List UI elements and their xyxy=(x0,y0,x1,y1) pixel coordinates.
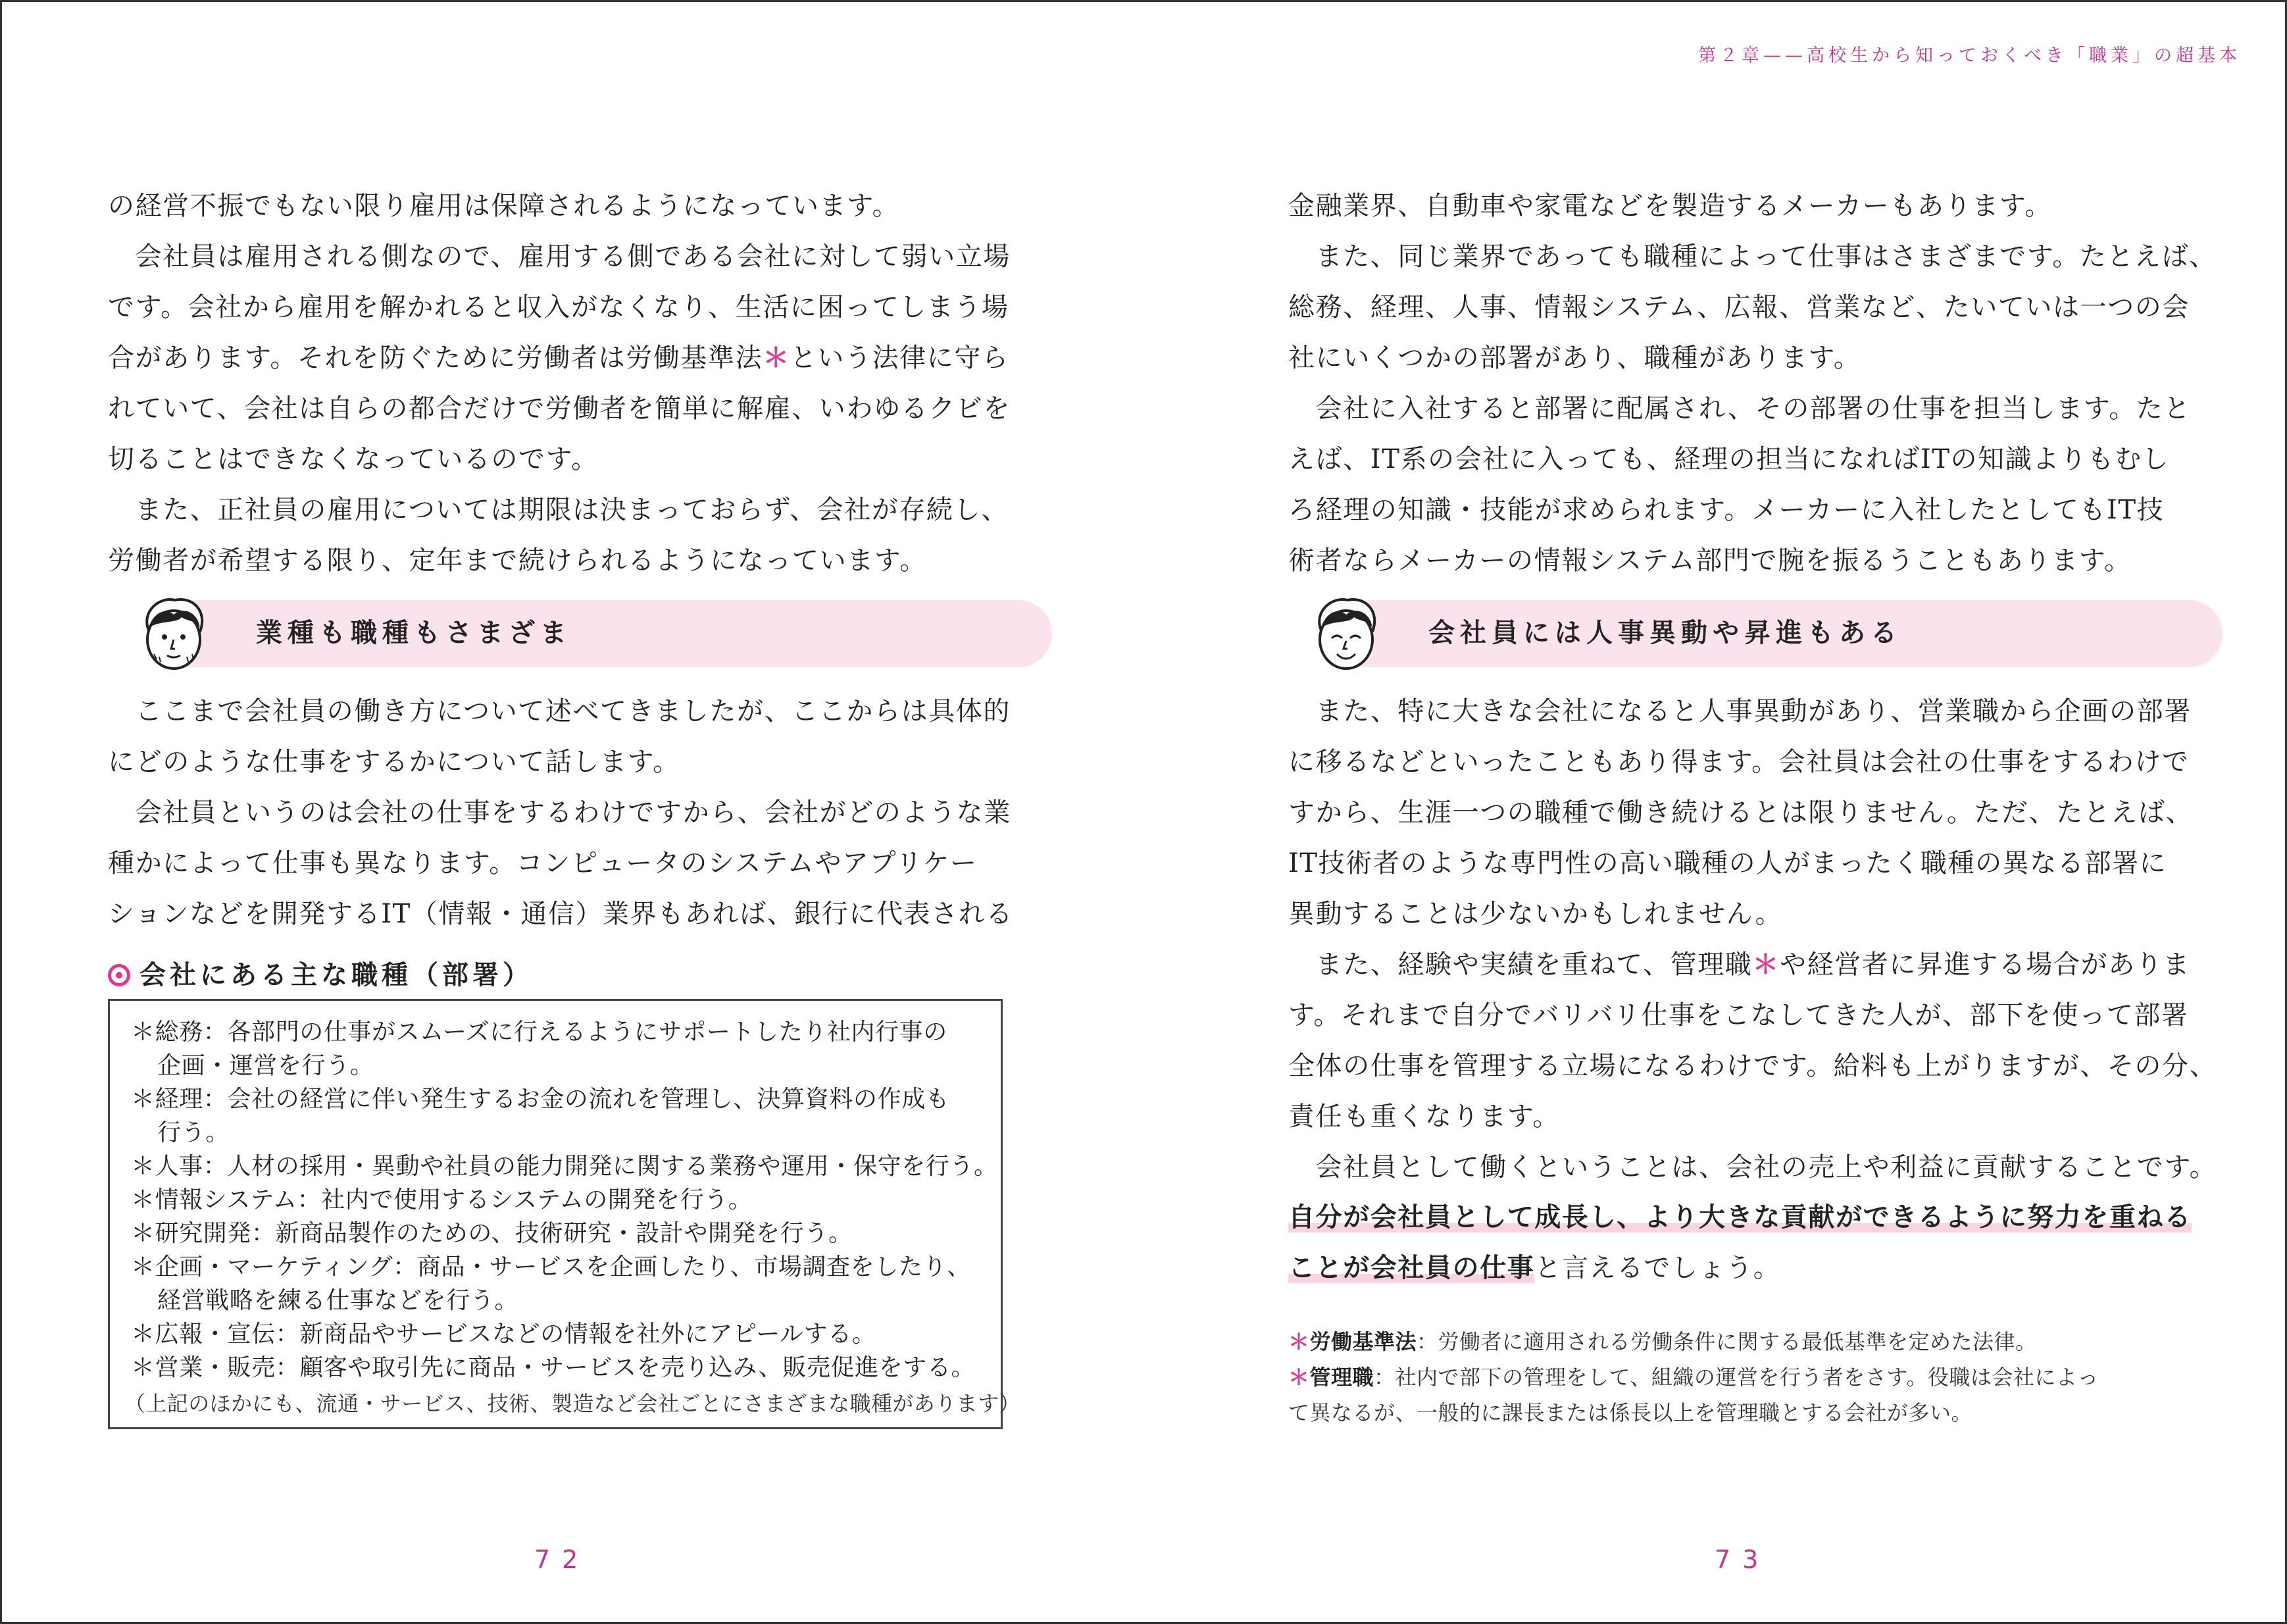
footnote-term: 管理職 xyxy=(1309,1365,1374,1390)
left-top-paragraph-1-line-3: れていて、会社は自らの都合だけで労働者を簡単に解雇、いわゆるクビを xyxy=(108,393,1011,424)
left-top-paragraph-1-line-4: 切ることはできなくなっているのです。 xyxy=(108,444,599,474)
left-top-paragraph-1-line-2: 合があります。それを防ぐために労働者は労働基準法＊という法律に守ら xyxy=(108,343,1009,373)
left-top-paragraph-1-line-0: 会社員は雇用される側なので、雇用する側である会社に対して弱い立場 xyxy=(108,241,1011,272)
left-body-top xyxy=(108,181,1042,586)
left-heading-bar xyxy=(161,600,1052,667)
right-top-paragraph-2-line-0: 会社に入社すると部署に配属され、その部署の仕事を担当します。たと xyxy=(1288,393,2191,424)
right-top-paragraph-1-line-2: 社にいくつかの部署があり、職種があります。 xyxy=(1288,343,1861,373)
right-bottom-paragraph-0-line-0: また、特に大きな会社になると人事異動があり、営業職から企画の部署 xyxy=(1288,696,2192,726)
footnote-term: 労働基準法 xyxy=(1309,1329,1417,1354)
job-item: ＊情報システム：社内で使用するシステムの開発を行う。 xyxy=(131,1186,753,1213)
job-item: ＊企画・マーケティング：商品・サービスを企画したり、市場調査をしたり、 xyxy=(131,1254,971,1281)
right-body-bottom xyxy=(1288,686,2223,1193)
face-icon xyxy=(134,591,213,676)
job-item: ＊営業・販売：顧客や取引先に商品・サービスを売り込み、販売促進をする。 xyxy=(131,1354,976,1381)
footnotes xyxy=(1288,1324,2249,1431)
box-title xyxy=(108,954,533,992)
right-top-paragraph-2-line-2: ろ経理の知識・技能が求められます。メーカーに入社したとしてもIT技 xyxy=(1288,495,2165,525)
footnote-text: ：社内で部下の管理をして、組織の運営を行う者をさす。役職は会社によっ xyxy=(1374,1365,2099,1390)
left-bottom-paragraph-0-line-1: にどのような仕事をするかについて話します。 xyxy=(108,747,680,777)
footnote-0 xyxy=(1288,1324,2249,1359)
left-bottom-paragraph-0-line-0: ここまで会社員の働き方について述べてきましたが、ここからは具体的 xyxy=(108,696,1011,726)
right-bottom-paragraph-0-line-1: に移るなどといったこともあり得ます。会社員は会社の仕事をするわけで xyxy=(1288,747,2190,777)
job-item: ＊人事：人材の採用・異動や社員の能力開発に関する業務や運用・保守を行う。 xyxy=(131,1153,998,1180)
right-bottom-paragraph-1-line-2: 全体の仕事を管理する立場になるわけです。給料も上がりますが、その分、 xyxy=(1288,1051,2217,1081)
page-number-right: 73 xyxy=(1715,1545,1771,1574)
job-item: 経営戦略を練る仕事などを行う。 xyxy=(157,1287,519,1314)
job-item: ＊研究開発：新商品製作のための、技術研究・設計や開発を行う。 xyxy=(131,1220,853,1247)
job-list-box xyxy=(108,999,1020,1429)
left-top-paragraph-2-line-1: 労働者が希望する限り、定年まで続けられるようになっています。 xyxy=(108,546,927,576)
job-item: ＊広報・宣伝：新商品やサービスなどの情報を社外にアピールする。 xyxy=(131,1321,876,1348)
footnote-mark: ＊ xyxy=(1288,1365,1310,1390)
running-head: 第２章——高校生から知っておくべき「職業」の超基本 xyxy=(1698,45,2241,66)
right-bottom-paragraph-0-line-4: 異動することは少ないかもしれません。 xyxy=(1288,899,1783,929)
job-item: 行う。 xyxy=(157,1119,230,1146)
right-body-top xyxy=(1288,181,2223,586)
left-bottom-paragraph-1-line-1: 種かによって仕事も異なります。コンピュータのシステムやアプリケー xyxy=(108,848,978,878)
footnote-mark: ＊ xyxy=(1288,1329,1310,1354)
footnote-text: ：労働者に適用される労働条件に関する最低基準を定めた法律。 xyxy=(1417,1329,2037,1354)
emphasis-tail: と言えるでしょう。 xyxy=(1534,1253,1781,1283)
smiling-face-icon xyxy=(1307,591,1386,676)
right-top-paragraph-1-line-0: また、同じ業界であっても職種によって仕事はさまざまです。たとえば、 xyxy=(1288,241,2217,272)
job-item: 企画・運営を行う。 xyxy=(157,1052,374,1079)
box-title-text: 会社にある主な職種（部署） xyxy=(139,960,533,990)
right-bottom-paragraph-1-line-1: す。それまで自分でバリバリ仕事をこなしてきた人が、部下を使って部署 xyxy=(1288,1000,2189,1030)
right-bottom-paragraph-1-line-3: 責任も重くなります。 xyxy=(1288,1102,1560,1132)
left-heading: 業種も職種もさまざま xyxy=(256,618,572,648)
job-item: ＊経理：会社の経営に伴い発生するお金の流れを管理し、決算資料の作成も xyxy=(131,1086,950,1113)
right-top-paragraph-2-line-1: えば、IT系の会社に入っても、経理の担当になればITの知識よりもむし xyxy=(1288,444,2170,474)
job-box-note: （上記のほかにも、流通・サービス、技術、製造など会社ごとにさまざまな職種があります） xyxy=(124,1391,1020,1416)
right-bottom-paragraph-0-line-2: すから、生涯一つの職種で働き続けるとは限りません。ただ、たとえば、 xyxy=(1288,798,2194,828)
right-top-paragraph-2-line-3: 術者ならメーカーの情報システム部門で腕を振るうこともあります。 xyxy=(1288,546,2132,576)
right-bottom-paragraph-1-line-0: また、経験や実績を重ねて、管理職＊や経営者に昇進する場合がありま xyxy=(1288,950,2191,980)
right-top-paragraph-0-line-0: 金融業界、自動車や家電などを製造するメーカーもあります。 xyxy=(1288,191,2052,221)
right-emphasis-block xyxy=(1288,1192,2223,1294)
footnote-1-continuation: て異なるが、一般的に課長または係長以上を管理職とする会社が多い。 xyxy=(1288,1400,1973,1425)
emphasis-line-2: ことが会社員の仕事 xyxy=(1288,1253,1535,1283)
right-bottom-paragraph-0-line-3: IT技術者のような専門性の高い職種の人がまったく職種の異なる部署に xyxy=(1288,848,2167,878)
page-number-left: 72 xyxy=(534,1545,590,1574)
job-item: ＊総務：各部門の仕事がスムーズに行えるようにサポートしたり社内行事の xyxy=(131,1019,947,1046)
footnote-1 xyxy=(1288,1359,2249,1395)
right-top-paragraph-1-line-1: 総務、経理、人事、情報システム、広報、営業など、たいていは一つの会 xyxy=(1288,292,2190,322)
left-top-paragraph-0-line-0: の経営不振でもない限り雇用は保障されるようになっています。 xyxy=(108,191,900,221)
footnote-marker: ＊ xyxy=(1752,950,1780,980)
left-top-paragraph-1-line-1: です。会社から雇用を解かれると収入がなくなり、生活に困ってしまう場 xyxy=(108,292,1009,322)
right-bottom-paragraph-2-line-0: 会社員として働くということは、会社の売上や利益に貢献することです。 xyxy=(1288,1152,2217,1182)
left-top-paragraph-2-line-0: また、正社員の雇用については期限は決まっておらず、会社が存続し、 xyxy=(108,495,1009,525)
right-heading: 会社員には人事異動や昇進もある xyxy=(1428,618,1902,648)
left-bottom-paragraph-1-line-0: 会社員というのは会社の仕事をするわけですから、会社がどのような業 xyxy=(108,798,1011,828)
footnote-marker: ＊ xyxy=(763,343,790,373)
emphasis-line-1: 自分が会社員として成長し、より大きな貢献ができるように努力を重ねる xyxy=(1288,1202,2192,1232)
left-bottom-paragraph-1-line-2: ションなどを開発するIT（情報・通信）業界もあれば、銀行に代表される xyxy=(108,899,1014,929)
bullseye-icon xyxy=(108,964,130,986)
left-body-bottom xyxy=(108,686,1042,940)
right-heading-bar xyxy=(1333,600,2223,667)
